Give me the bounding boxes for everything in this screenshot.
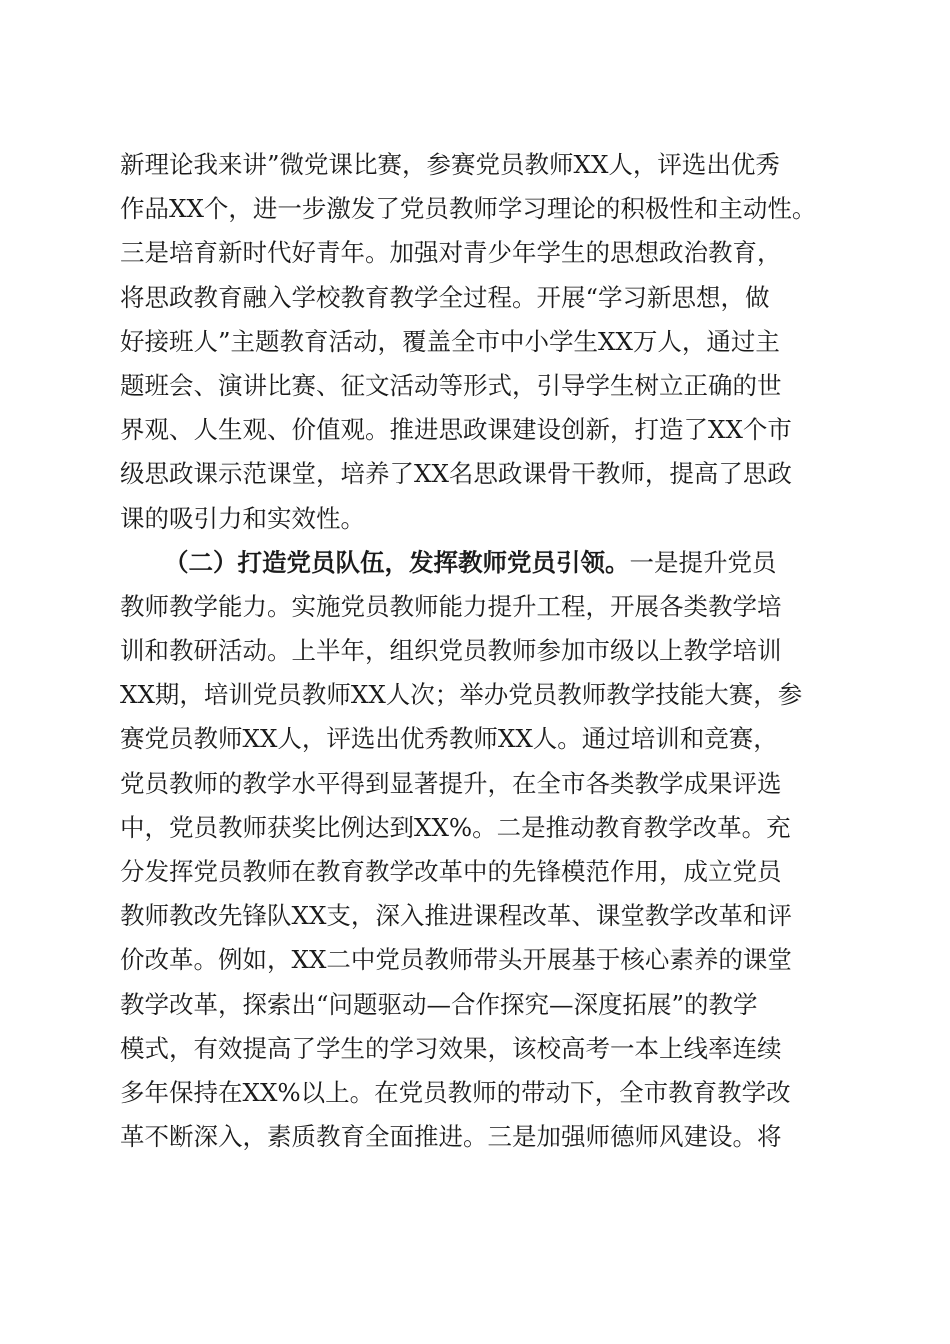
- text-line: XX期，培训党员教师XX人次；举办党员教师教学技能大赛，参: [120, 680, 803, 710]
- text-line: 三是培育新时代好青年。加强对青少年学生的思想政治教育，: [120, 238, 782, 268]
- text-line: 教师教改先锋队XX支，深入推进课程改革、课堂教学改革和评: [120, 901, 792, 931]
- document-body: [120, 143, 830, 1159]
- text-line: 作品XX个，进一步激发了党员教师学习理论的积极性和主动性。: [120, 194, 817, 224]
- text-line: 新理论我来讲”微党课比赛，参赛党员教师XX人，评选出优秀: [120, 150, 780, 179]
- section-heading-line: [120, 541, 830, 585]
- text-line: 题班会、演讲比赛、征文活动等形式，引导学生树立正确的世: [120, 370, 782, 400]
- text-line: 多年保持在XX%以上。在党员教师的带动下，全市教育教学改: [120, 1077, 791, 1107]
- text-line: 分发挥党员教师在教育教学改革中的先锋模范作用，成立党员: [120, 857, 782, 886]
- text-line: 训和教研活动。上半年，组织党员教师参加市级以上教学培训: [120, 636, 782, 666]
- text-line: 中，党员教师获奖比例达到XX%。二是推动教育教学改革。充: [120, 812, 791, 842]
- text-line: 党员教师的教学水平得到显著提升，在全市各类教学成果评选: [120, 768, 782, 798]
- text-line: 教学改革，探索出“问题驱动—合作探究—深度拓展”的教学: [120, 989, 758, 1019]
- section-heading-rest: 一是提升党员: [629, 547, 777, 577]
- text-line: 课的吸引力和实效性。: [120, 503, 365, 533]
- text-line: 赛党员教师XX人，评选出优秀教师XX人。通过培训和竞赛，: [120, 724, 778, 754]
- text-line: 革不断深入，素质教育全面推进。三是加强师德师风建设。将: [120, 1122, 782, 1152]
- section-heading: （二）打造党员队伍，发挥教师党员引领。: [164, 547, 630, 577]
- text-line: 将思政教育融入学校教育教学全过程。开展“学习新思想，做: [120, 282, 770, 312]
- text-line: 界观、人生观、价值观。推进思政课建设创新，打造了XX个市: [120, 415, 792, 445]
- text-line: 价改革。例如，XX二中党员教师带头开展基于核心素养的课堂: [120, 945, 792, 975]
- text-line: 好接班人”主题教育活动，覆盖全市中小学生XX万人，通过主: [120, 326, 780, 356]
- text-line: 模式，有效提高了学生的学习效果，该校高考一本上线率连续: [120, 1033, 782, 1063]
- text-line: 级思政课示范课堂，培养了XX名思政课骨干教师，提高了思政: [120, 459, 792, 489]
- text-line: 教师教学能力。实施党员教师能力提升工程，开展各类教学培: [120, 591, 782, 621]
